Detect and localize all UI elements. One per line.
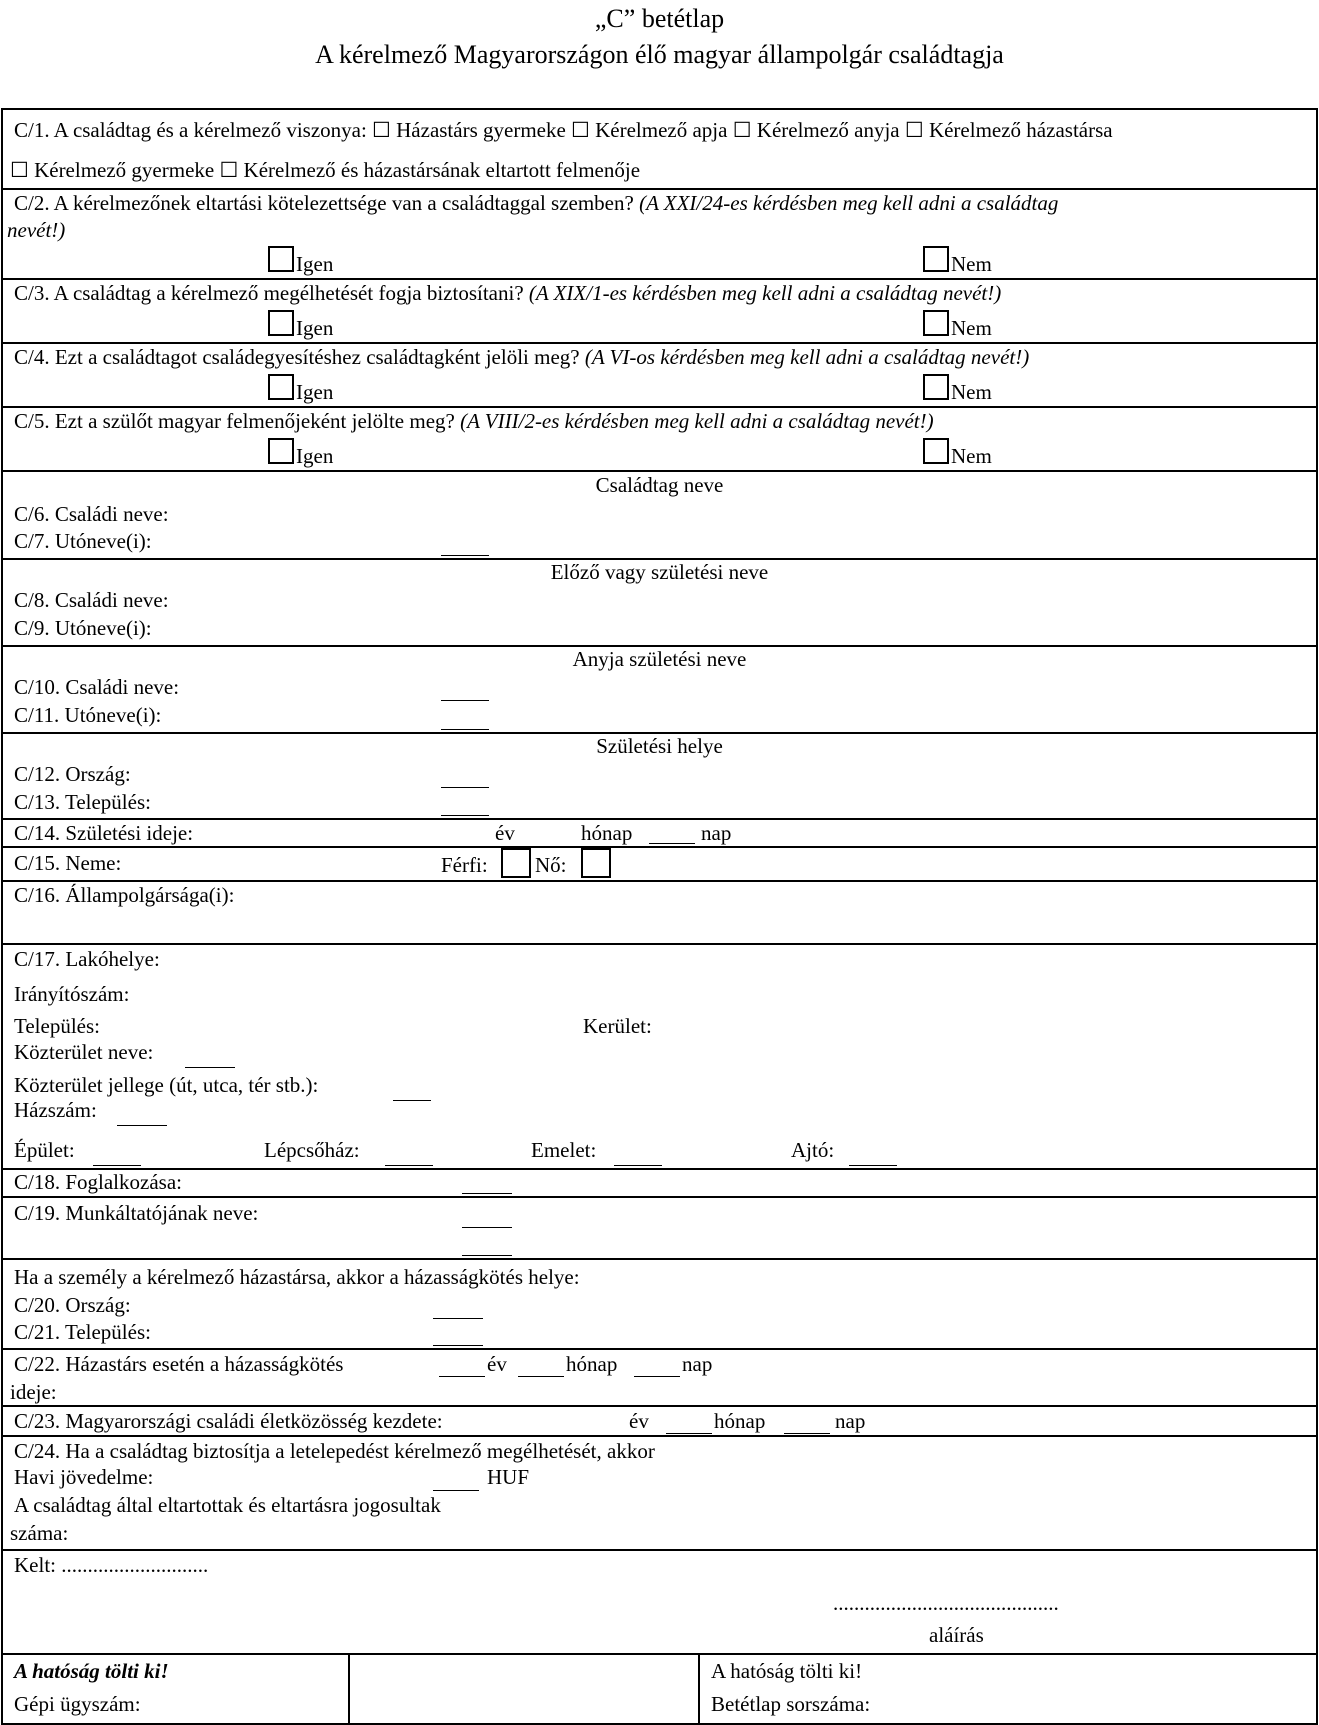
authority-heading-right: A hatóság tölti ki! bbox=[711, 1659, 863, 1683]
c13-settlement-label: C/13. Település: bbox=[14, 790, 151, 814]
c22-day-label: nap bbox=[682, 1352, 713, 1376]
c4-note: (A VI-os kérdésben meg kell adni a családtag nevét!) bbox=[584, 345, 1030, 369]
c15-female-label: Nő: bbox=[535, 853, 567, 877]
c3-note: (A XIX/1-es kérdésben meg kell adni a családtag nevét!) bbox=[528, 281, 1002, 305]
c3-yes-label: Igen bbox=[296, 316, 334, 340]
c17-district-label: Kerület: bbox=[583, 1014, 652, 1038]
row-line bbox=[1, 342, 1318, 344]
birthplace-section-heading: Születési helye bbox=[596, 734, 723, 758]
c24-income-label: Havi jövedelme: bbox=[14, 1465, 154, 1489]
c17-floor-label: Emelet: bbox=[531, 1138, 597, 1162]
c20-country-label: C/20. Ország: bbox=[14, 1293, 131, 1317]
c9-given-names-label: C/9. Utóneve(i): bbox=[14, 616, 152, 640]
c3-yes-checkbox[interactable] bbox=[268, 310, 294, 336]
c17-building-field[interactable] bbox=[93, 1165, 141, 1166]
c24-income-field[interactable] bbox=[433, 1490, 479, 1491]
row-line bbox=[1, 1348, 1318, 1350]
c4-no-checkbox[interactable] bbox=[923, 374, 949, 400]
sheet-number-label: Betétlap sorszáma: bbox=[711, 1692, 871, 1716]
document-title: „C” betétlap bbox=[594, 4, 725, 33]
marriage-place-intro: Ha a személy a kérelmező házastársa, akkor a házasságkötés helye: bbox=[14, 1265, 580, 1289]
row-line bbox=[1, 846, 1318, 848]
c14-birth-date-label: C/14. Születési ideje: bbox=[14, 821, 194, 845]
c5-yes-label: Igen bbox=[296, 444, 334, 468]
c17-door-label: Ajtó: bbox=[791, 1138, 835, 1162]
c15-female-checkbox[interactable] bbox=[581, 848, 611, 878]
c17-settlement-label: Település: bbox=[14, 1014, 100, 1038]
c19-employer-label: C/19. Munkáltatójának neve: bbox=[14, 1201, 259, 1225]
c21-settlement-label: C/21. Település: bbox=[14, 1320, 151, 1344]
c17-house-number-field[interactable] bbox=[117, 1125, 167, 1126]
row-line bbox=[1, 943, 1318, 945]
row-line bbox=[1, 1196, 1318, 1198]
c17-house-number-label: Házszám: bbox=[14, 1098, 97, 1122]
c17-street-name-field[interactable] bbox=[185, 1067, 235, 1068]
row-line bbox=[1, 1653, 1318, 1655]
c23-day-field[interactable] bbox=[784, 1433, 830, 1434]
c23-year-label: év bbox=[629, 1409, 649, 1433]
c24-dependents-label-cont: száma: bbox=[10, 1521, 69, 1545]
c20-country-field[interactable] bbox=[433, 1318, 483, 1319]
c14-year-label: év bbox=[495, 821, 515, 845]
c21-settlement-field[interactable] bbox=[433, 1345, 483, 1346]
row-line bbox=[1, 880, 1318, 882]
c5-note: (A VIII/2-es kérdésben meg kell adni a családtag nevét!) bbox=[460, 409, 934, 433]
c8-family-name-label: C/8. Családi neve: bbox=[14, 588, 169, 612]
c1-relationship-line1: C/1. A családtag és a kérelmező viszonya: ☐ Házastárs gyermeke ☐ Kérelmező apja ☐ Kérelmező anyja ☐ Kérelmező házastársa bbox=[14, 118, 1113, 142]
c3-no-checkbox[interactable] bbox=[923, 310, 949, 336]
c22-day-field[interactable] bbox=[634, 1376, 680, 1377]
c14-month-label: hónap bbox=[581, 821, 633, 845]
c17-building-label: Épület: bbox=[14, 1138, 75, 1162]
row-line bbox=[1, 1549, 1318, 1551]
c23-day-label: nap bbox=[835, 1409, 866, 1433]
c3-question bbox=[14, 281, 1001, 305]
c1-relationship-line2: ☐ Kérelmező gyermeke ☐ Kérelmező és házastársának eltartott felmenője bbox=[10, 158, 641, 182]
authority-heading-left: A hatóság tölti ki! bbox=[14, 1659, 169, 1683]
c10-family-name-label: C/10. Családi neve: bbox=[14, 675, 180, 699]
date-of-issue: Kelt: ............................ bbox=[14, 1553, 209, 1577]
c18-occupation-label: C/18. Foglalkozása: bbox=[14, 1170, 182, 1194]
c5-question bbox=[14, 409, 934, 433]
signature-label: aláírás bbox=[929, 1623, 984, 1647]
form-table bbox=[1, 108, 1318, 1725]
row-line bbox=[1, 1435, 1318, 1437]
c11-given-names-label: C/11. Utóneve(i): bbox=[14, 703, 162, 727]
c22-marriage-date-label: C/22. Házastárs esetén a házasságkötés bbox=[14, 1352, 344, 1376]
c23-cohabitation-start-label: C/23. Magyarországi családi életközösség kezdete: bbox=[14, 1409, 443, 1433]
row-line bbox=[1, 406, 1318, 408]
c23-month-field[interactable] bbox=[666, 1433, 712, 1434]
c17-street-type-field[interactable] bbox=[393, 1100, 431, 1101]
c22-month-field[interactable] bbox=[518, 1376, 564, 1377]
c2-yes-checkbox[interactable] bbox=[268, 246, 294, 272]
c6-family-name-label: C/6. Családi neve: bbox=[14, 502, 169, 526]
row-line bbox=[1, 278, 1318, 280]
c17-residence-label: C/17. Lakóhelye: bbox=[14, 947, 160, 971]
c17-street-type-label: Közterület jellege (út, utca, tér stb.): bbox=[14, 1073, 319, 1097]
c15-male-checkbox[interactable] bbox=[501, 848, 531, 878]
c3-no-label: Nem bbox=[951, 316, 992, 340]
c22-marriage-date-label-cont: ideje: bbox=[10, 1380, 57, 1404]
c19-employer-field-1[interactable] bbox=[462, 1227, 512, 1228]
c2-label: C/2. A kérelmezőnek eltartási kötelezettsége van a családtaggal szemben? bbox=[14, 191, 640, 215]
c11-given-names-field[interactable] bbox=[441, 729, 489, 730]
footer-divider bbox=[698, 1653, 700, 1725]
c24-dependents-label: A családtag által eltartottak és eltartásra jogosultak bbox=[14, 1493, 441, 1517]
c5-no-checkbox[interactable] bbox=[923, 438, 949, 464]
c3-label: C/3. A családtag a kérelmező megélhetését fogja biztosítani? bbox=[14, 281, 529, 305]
table-border-left bbox=[1, 108, 3, 1725]
row-line bbox=[1, 1405, 1318, 1407]
c19-employer-field-2[interactable] bbox=[462, 1255, 512, 1256]
c4-label: C/4. Ezt a családtagot családegyesítéshez családtagként jelöli meg? bbox=[14, 345, 585, 369]
c2-yes-label: Igen bbox=[296, 252, 334, 276]
c4-question bbox=[14, 345, 1029, 369]
row-line bbox=[1, 818, 1318, 820]
c2-question bbox=[14, 191, 1058, 215]
prev-name-section-heading: Előző vagy születési neve bbox=[550, 560, 769, 584]
c2-no-label: Nem bbox=[951, 252, 992, 276]
c14-day-label: nap bbox=[701, 821, 732, 845]
c13-settlement-field[interactable] bbox=[441, 815, 489, 816]
c18-occupation-field[interactable] bbox=[462, 1193, 512, 1194]
c2-note-cont: nevét!) bbox=[7, 218, 66, 242]
c14-day-field[interactable] bbox=[649, 843, 695, 844]
c17-floor-field[interactable] bbox=[614, 1165, 662, 1166]
c15-male-label: Férfi: bbox=[441, 853, 488, 877]
c10-family-name-field[interactable] bbox=[441, 700, 489, 701]
c12-country-field[interactable] bbox=[441, 787, 489, 788]
row-line bbox=[1, 188, 1318, 190]
c17-staircase-field[interactable] bbox=[385, 1165, 433, 1166]
mother-section-heading: Anyja születési neve bbox=[572, 647, 747, 671]
row-line bbox=[1, 108, 1318, 110]
row-line bbox=[1, 1168, 1318, 1170]
table-border-right bbox=[1316, 108, 1318, 1725]
c22-month-label: hónap bbox=[566, 1352, 618, 1376]
case-number-label: Gépi ügyszám: bbox=[14, 1692, 141, 1716]
c24-currency: HUF bbox=[487, 1465, 530, 1489]
name-section-heading: Családtag neve bbox=[595, 473, 724, 497]
c17-staircase-label: Lépcsőház: bbox=[264, 1138, 360, 1162]
c17-street-name-label: Közterület neve: bbox=[14, 1040, 154, 1064]
signature-dotted-line: ........................................... bbox=[833, 1591, 1059, 1615]
c23-month-label: hónap bbox=[714, 1409, 766, 1433]
c22-year-field[interactable] bbox=[439, 1376, 485, 1377]
c12-country-label: C/12. Ország: bbox=[14, 762, 131, 786]
c16-citizenship-label: C/16. Állampolgársága(i): bbox=[14, 883, 235, 907]
c4-no-label: Nem bbox=[951, 380, 992, 404]
c7-given-names-label: C/7. Utóneve(i): bbox=[14, 529, 152, 553]
c2-note: (A XXI/24-es kérdésben meg kell adni a családtag bbox=[639, 191, 1059, 215]
c24-support-label: C/24. Ha a családtag biztosítja a letelepedést kérelmező megélhetését, akkor bbox=[14, 1439, 655, 1463]
c4-yes-label: Igen bbox=[296, 380, 334, 404]
row-line bbox=[1, 470, 1318, 472]
c17-zip-label: Irányítószám: bbox=[14, 982, 130, 1006]
c5-no-label: Nem bbox=[951, 444, 992, 468]
footer-divider bbox=[348, 1653, 350, 1725]
c7-given-names-field[interactable] bbox=[441, 555, 489, 556]
c15-sex-label: C/15. Neme: bbox=[14, 851, 122, 875]
c5-label: C/5. Ezt a szülőt magyar felmenőjeként jelölte meg? bbox=[14, 409, 461, 433]
c17-door-field[interactable] bbox=[849, 1165, 897, 1166]
c4-yes-checkbox[interactable] bbox=[268, 374, 294, 400]
c2-no-checkbox[interactable] bbox=[923, 246, 949, 272]
c22-year-label: év bbox=[487, 1352, 507, 1376]
row-line bbox=[1, 1258, 1318, 1260]
c5-yes-checkbox[interactable] bbox=[268, 438, 294, 464]
document-subtitle: A kérelmező Magyarországon élő magyar állampolgár családtagja bbox=[315, 40, 1004, 69]
